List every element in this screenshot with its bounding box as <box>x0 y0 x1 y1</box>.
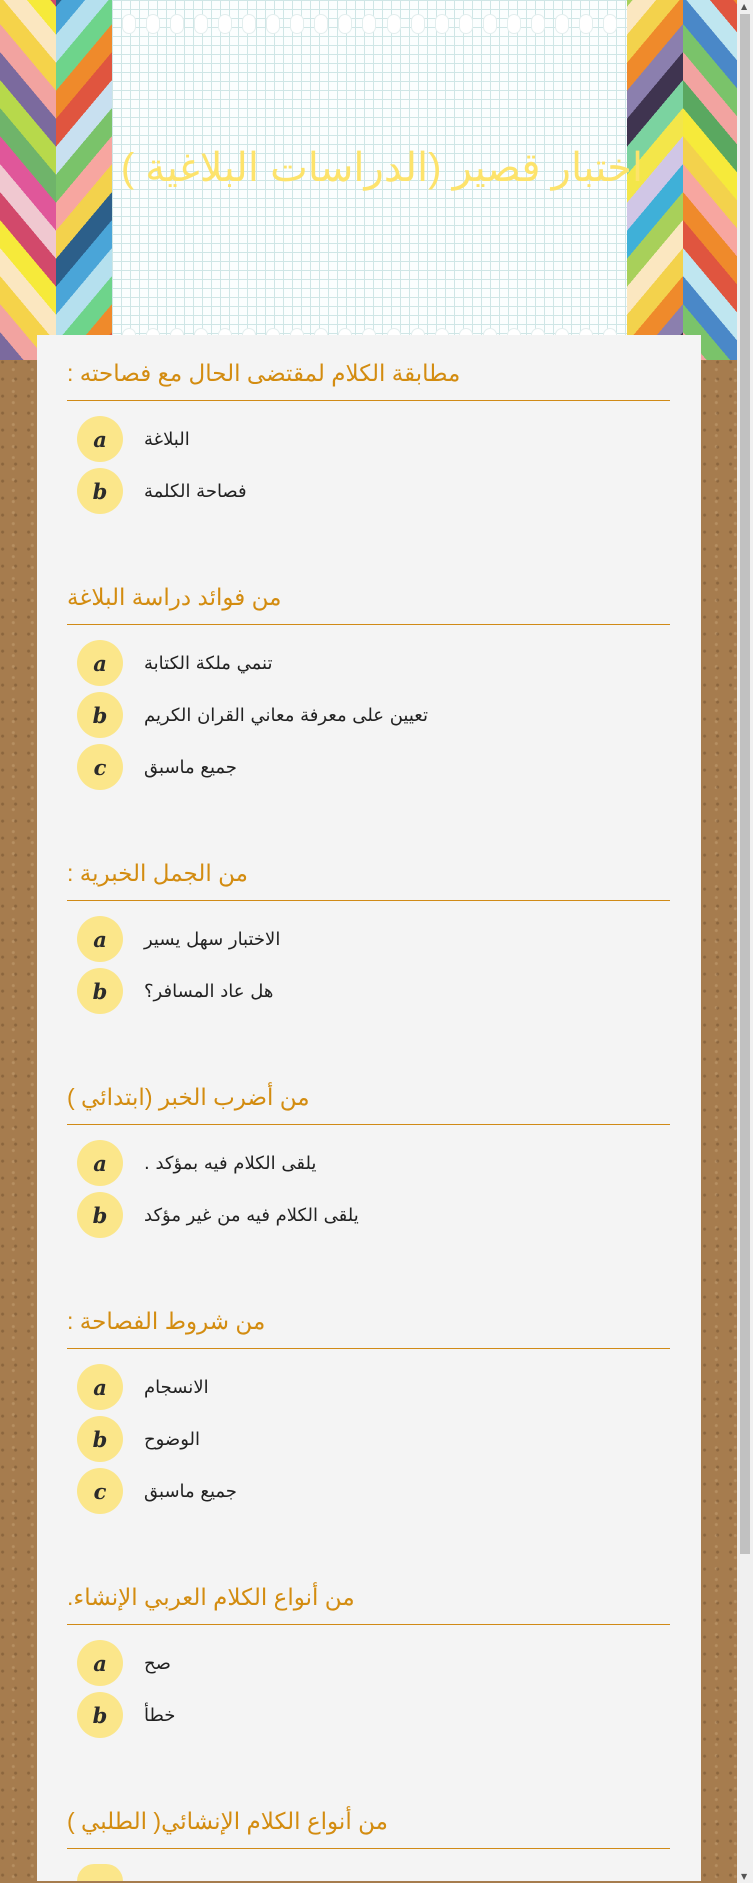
question-title <box>67 1801 670 1849</box>
answer-option[interactable] <box>67 741 670 793</box>
option-letter-badge: a <box>77 916 123 962</box>
answer-option[interactable] <box>67 637 670 689</box>
option-letter-badge <box>77 1864 123 1881</box>
question-text: من أضرب الخبر (ابتدائي ) <box>67 1084 310 1110</box>
option-letter-badge: b <box>77 1692 123 1738</box>
answer-option[interactable] <box>67 1361 670 1413</box>
option-text: يلقى الكلام فيه بمؤكد . <box>144 1152 317 1174</box>
option-text: فصاحة الكلمة <box>144 480 247 502</box>
question-block <box>67 853 670 1077</box>
option-letter-badge: a <box>77 1640 123 1686</box>
option-letter-badge: b <box>77 968 123 1014</box>
question-block <box>67 577 670 853</box>
option-text: الوضوح <box>144 1428 200 1450</box>
question-block <box>67 1577 670 1801</box>
chevron-decoration <box>56 0 112 360</box>
question-block <box>67 353 670 577</box>
question-title <box>67 353 670 401</box>
option-text: تنمي ملكة الكتابة <box>144 652 273 674</box>
question-text: من شروط الفصاحة : <box>67 1308 266 1334</box>
answer-option[interactable] <box>67 1689 670 1741</box>
answer-option[interactable] <box>67 465 670 517</box>
options-list <box>67 1637 670 1741</box>
question-block <box>67 1077 670 1301</box>
options-list <box>67 1137 670 1241</box>
question-title <box>67 853 670 901</box>
option-text: جميع ماسبق <box>144 1480 237 1502</box>
option-letter-badge: b <box>77 692 123 738</box>
question-title <box>67 1577 670 1625</box>
option-text: الاختبار سهل يسير <box>144 928 281 950</box>
option-letter-badge: c <box>77 1468 123 1514</box>
option-letter-badge: b <box>77 1192 123 1238</box>
scrollbar[interactable] <box>737 0 753 1883</box>
options-list <box>67 413 670 517</box>
options-list <box>67 1361 670 1517</box>
option-letter-badge: a <box>77 1364 123 1410</box>
answer-option[interactable] <box>67 913 670 965</box>
question-text: من فوائد دراسة البلاغة <box>67 584 282 610</box>
answer-option[interactable] <box>67 1637 670 1689</box>
option-text: تعيين على معرفة معاني القران الكريم <box>144 704 428 726</box>
question-text: مطابقة الكلام لمقتضى الحال مع فصاحته : <box>67 360 461 386</box>
option-letter-badge: b <box>77 468 123 514</box>
answer-option[interactable] <box>67 413 670 465</box>
question-title <box>67 1077 670 1125</box>
chevron-decoration <box>0 0 56 360</box>
question-block <box>67 1301 670 1577</box>
answer-option[interactable] <box>67 1189 670 1241</box>
options-list <box>67 637 670 793</box>
option-text: هل عاد المسافر؟ <box>144 980 274 1002</box>
chevron-decoration <box>683 0 737 360</box>
scrollbar-thumb[interactable] <box>740 14 750 1554</box>
question-title <box>67 1301 670 1349</box>
question-text: من أنواع الكلام العربي الإنشاء. <box>67 1584 355 1610</box>
question-block <box>67 1801 670 1881</box>
options-list <box>67 1864 670 1881</box>
question-text: من أنواع الكلام الإنشائي( الطلبي ) <box>67 1808 388 1834</box>
quiz-title: اختبار قصير (الدراسات البلاغية ) <box>120 146 644 190</box>
question-text: من الجمل الخبرية : <box>67 860 248 886</box>
answer-option[interactable] <box>67 1137 670 1189</box>
answer-option[interactable] <box>67 965 670 1017</box>
answer-option[interactable] <box>67 1465 670 1517</box>
options-list <box>67 913 670 1017</box>
header-banner <box>0 0 737 360</box>
option-text: خطأ <box>144 1704 176 1726</box>
option-text: يلقى الكلام فيه من غير مؤكد <box>144 1204 359 1226</box>
scroll-down-icon[interactable]: ▼ <box>741 1872 748 1881</box>
answer-option[interactable] <box>67 1864 670 1881</box>
option-text: البلاغة <box>144 428 190 450</box>
option-letter-badge: a <box>77 1140 123 1186</box>
option-text: الانسجام <box>144 1376 209 1398</box>
answer-option[interactable] <box>67 689 670 741</box>
option-text: صح <box>144 1652 171 1674</box>
option-text: جميع ماسبق <box>144 756 237 778</box>
scroll-up-icon[interactable]: ▲ <box>741 2 748 11</box>
answer-option[interactable] <box>67 1413 670 1465</box>
option-letter-badge: b <box>77 1416 123 1462</box>
option-letter-badge: a <box>77 416 123 462</box>
option-letter-badge: a <box>77 640 123 686</box>
quiz-card <box>37 335 701 1881</box>
question-title <box>67 577 670 625</box>
option-letter-badge: c <box>77 744 123 790</box>
